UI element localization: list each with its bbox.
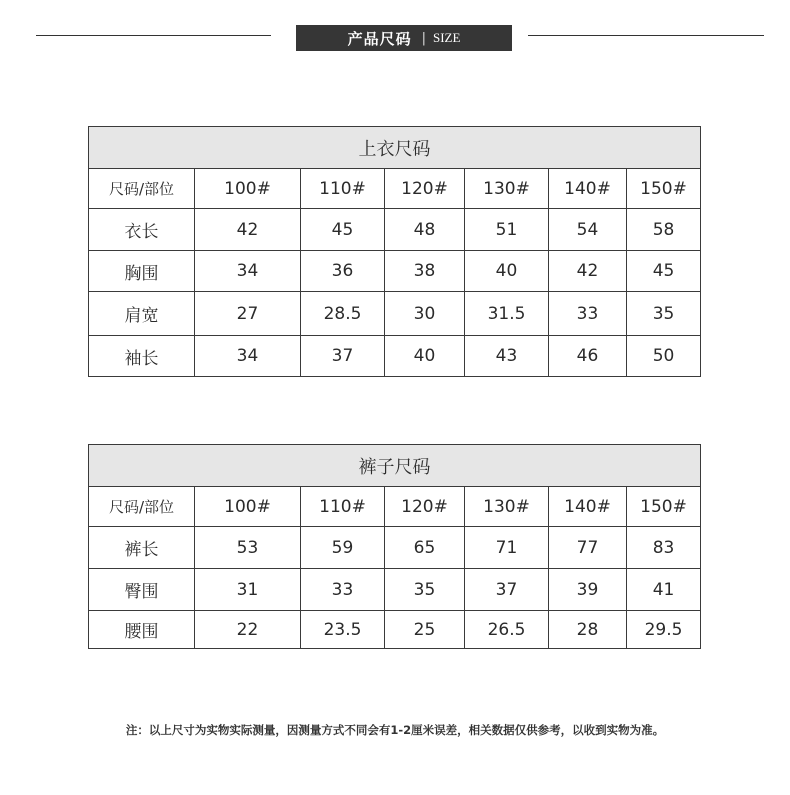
pants-size-header: 100# [195,487,301,527]
table-cell: 27 [195,292,301,336]
pants-size-header: 120# [385,487,465,527]
pants-size-header: 140# [549,487,627,527]
banner-title-en: SIZE [432,30,461,45]
table-cell: 54 [549,209,627,251]
pants-table-title: 裤子尺码 [89,445,701,487]
table-cell: 36 [301,251,385,292]
table-cell: 39 [549,569,627,611]
pants-corner-header: 尺码/部位 [89,487,195,527]
header-rule-left [36,35,271,36]
table-cell: 77 [549,527,627,569]
row-label: 肩宽 [89,292,195,336]
pants-size-header: 110# [301,487,385,527]
table-cell: 26.5 [465,611,549,649]
table-cell: 25 [385,611,465,649]
table-cell: 38 [385,251,465,292]
table-cell: 46 [549,336,627,377]
table-cell: 33 [301,569,385,611]
table-cell: 42 [195,209,301,251]
table-cell: 43 [465,336,549,377]
table-cell: 34 [195,251,301,292]
table-row [89,336,701,377]
table-cell: 40 [465,251,549,292]
table-cell: 45 [627,251,701,292]
tops-size-header: 150# [627,169,701,209]
row-label: 腰围 [89,611,195,649]
banner-title-cn: 产品尺码 [347,29,412,48]
table-cell: 59 [301,527,385,569]
tops-table-title: 上衣尺码 [89,127,701,169]
tops-size-header: 140# [549,169,627,209]
table-cell: 53 [195,527,301,569]
table-cell: 48 [385,209,465,251]
row-label: 胸围 [89,251,195,292]
table-cell: 65 [385,527,465,569]
table-cell: 51 [465,209,549,251]
table-cell: 33 [549,292,627,336]
table-cell: 50 [627,336,701,377]
table-row [89,569,701,611]
tops-size-table [88,126,701,377]
table-cell: 31.5 [465,292,549,336]
tops-size-header: 100# [195,169,301,209]
table-row [89,292,701,336]
table-row [89,527,701,569]
table-cell: 29.5 [627,611,701,649]
header-rule-right [528,35,764,36]
banner-separator: | [421,30,427,46]
section-banner [296,25,512,51]
table-cell: 40 [385,336,465,377]
table-cell: 31 [195,569,301,611]
table-cell: 45 [301,209,385,251]
tops-size-header: 120# [385,169,465,209]
table-cell: 35 [385,569,465,611]
table-cell: 23.5 [301,611,385,649]
table-cell: 37 [301,336,385,377]
table-row [89,611,701,649]
table-cell: 71 [465,527,549,569]
tops-size-header: 110# [301,169,385,209]
table-cell: 41 [627,569,701,611]
tops-size-header: 130# [465,169,549,209]
table-cell: 42 [549,251,627,292]
table-cell: 34 [195,336,301,377]
table-cell: 37 [465,569,549,611]
table-cell: 30 [385,292,465,336]
table-cell: 58 [627,209,701,251]
pants-size-table [88,444,701,649]
table-cell: 28 [549,611,627,649]
pants-size-header: 150# [627,487,701,527]
pants-size-header: 130# [465,487,549,527]
table-row [89,209,701,251]
row-label: 臀围 [89,569,195,611]
table-cell: 83 [627,527,701,569]
table-cell: 22 [195,611,301,649]
row-label: 裤长 [89,527,195,569]
row-label: 衣长 [89,209,195,251]
table-cell: 35 [627,292,701,336]
table-row [89,251,701,292]
table-cell: 28.5 [301,292,385,336]
measurement-note: 注：以上尺寸为实物实际测量，因测量方式不同会有1-2厘米误差，相关数据仅供参考，以收到实物为准。 [125,723,665,737]
row-label: 袖长 [89,336,195,377]
tops-corner-header: 尺码/部位 [89,169,195,209]
